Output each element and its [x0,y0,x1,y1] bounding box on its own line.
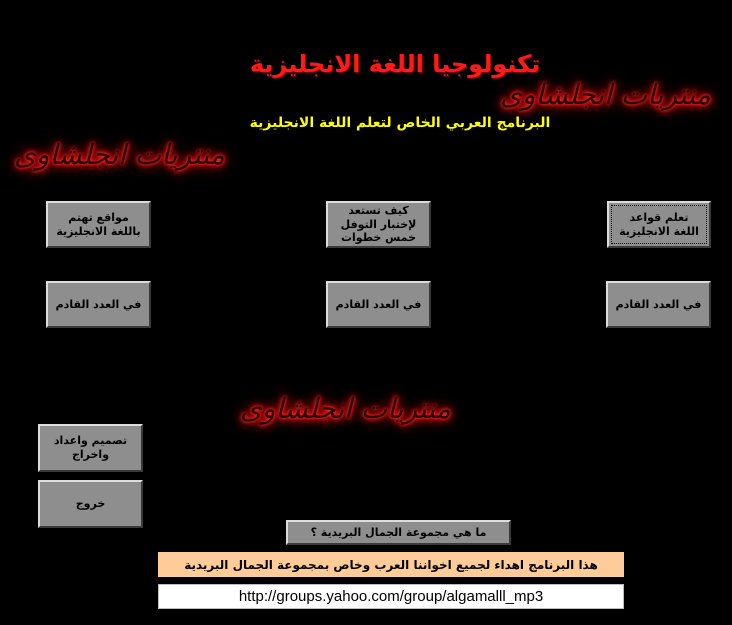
what-is-group-button[interactable]: ما هي مجموعة الجمال البريدية ؟ [286,520,511,545]
grammar-button[interactable]: تعلم قواعد اللغة الانجليزية [607,201,711,248]
next-issue-button-right[interactable]: في العدد القادم [606,281,711,328]
group-url-link[interactable]: http://groups.yahoo.com/group/algamalll_mp3 [158,584,624,609]
dedication-banner: هذا البرنامج اهداء لجميع اخواننا العرب وخاص بمجموعة الجمال البريدية [158,552,624,577]
app-title: تكنولوجيا اللغة الانجليزية [249,50,541,78]
exit-button[interactable]: خروج [38,480,143,528]
next-issue-button-center[interactable]: في العدد القادم [326,281,431,328]
app-subtitle: البرنامج العربي الخاص لتعلم اللغة الانجليزية [249,115,551,131]
glow-logo-text-top-right: منتريات انجلشاوى [500,78,711,111]
english-sites-button[interactable]: مواقع تهتم باللغة الانجليزية [46,201,151,248]
glow-logo-text-left: منتريات انجلشاوى [14,138,225,171]
next-issue-button-left[interactable]: في العدد القادم [46,281,151,328]
glow-logo-text-center: منتريات انجلشاوى [240,392,451,425]
design-credits-button[interactable]: تصميم واعداد واخراج [38,424,143,472]
toefl-button[interactable]: كيف تستعد لإختبار التوفل خمس خطوات [326,201,431,248]
